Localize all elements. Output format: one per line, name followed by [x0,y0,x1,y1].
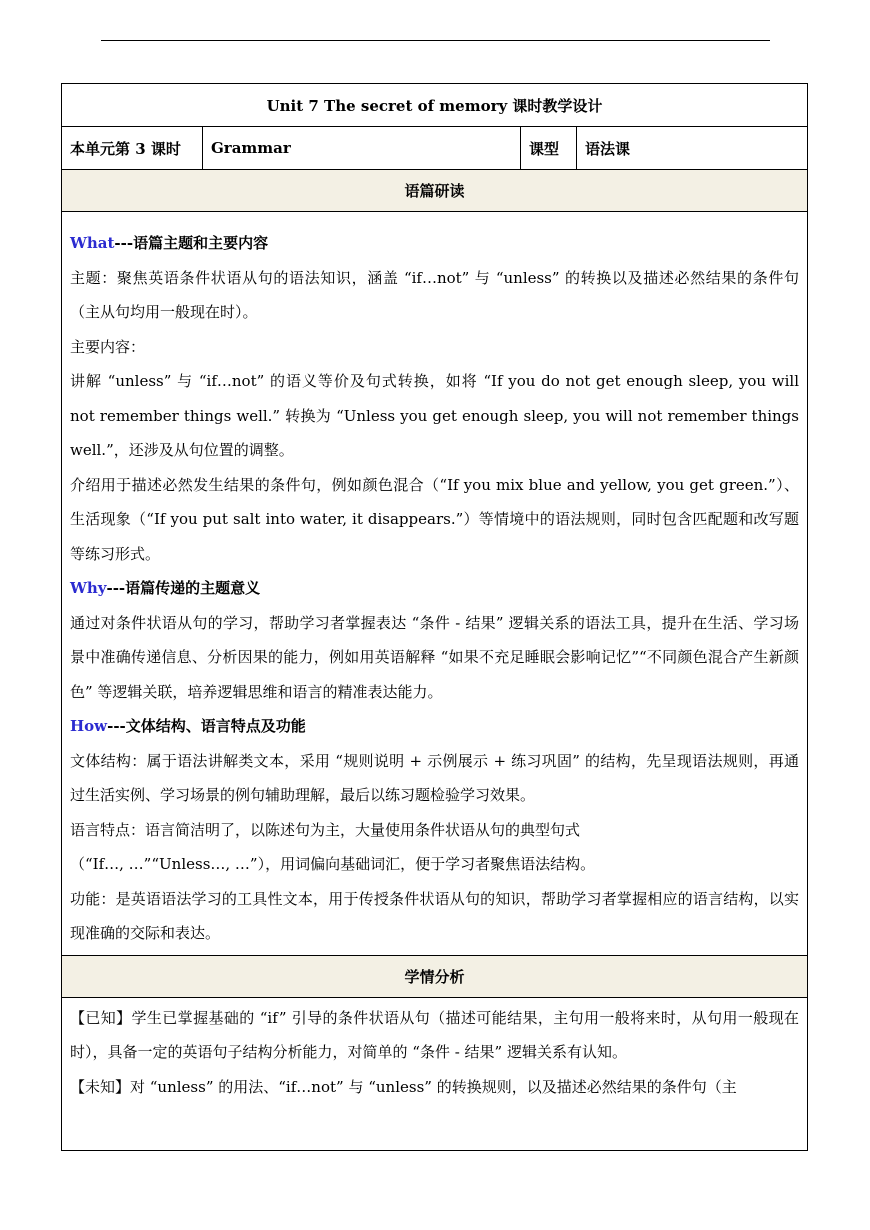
how-paragraph: 文体结构：属于语法讲解类文本，采用 “规则说明 + 示例展示 + 练习巩固” 的结构，先呈现语法规则，再通过生活实例、学习场景的例句辅助理解，最后以练习题检验学习效果。 [70,751,799,804]
section-title-reading: 语篇研读 [404,182,465,200]
header-rule [101,40,770,41]
what-paragraph: 介绍用于描述必然发生结果的条件句，例如颜色混合（“If you mix blue and yellow, you get green.”）、生活现象（“If you put salt into water, it disappears.”）等情境中的语法规则，同时包含匹配题和改写题等练习形式。 [70,475,799,563]
reading-content [62,212,807,955]
lesson-type-value: 语法课 [585,139,631,158]
reading-content-row [62,212,807,956]
how-heading [70,709,799,744]
why-paragraph: 通过对条件状语从句的学习，帮助学习者掌握表达 “条件 - 结果” 逻辑关系的语法工具，提升在生活、学习场景中准确传递信息、分析因果的能力，例如用英语解释 “如果不充足睡眠会影响记忆”“不同颜色混合产生新颜色” 等逻辑关联，培养逻辑思维和语言的精准表达能力。 [70,613,799,701]
why-label: Why [70,579,107,597]
what-heading [70,226,799,261]
what-label: What [70,234,115,252]
meta-row [62,127,807,170]
how-heading-text: ---文体结构、语言特点及功能 [107,717,306,735]
lesson-topic: Grammar [203,127,521,169]
how-paragraph: 语言特点：语言简洁明了，以陈述句为主，大量使用条件状语从句的典型句式 [70,820,581,839]
what-paragraph: 讲解 “unless” 与 “if…not” 的语义等价及句式转换，如将 “If you do not get enough sleep, you will not remember things well.” 转换为 “Unless you get enough sleep, you will not remember things well.”，还涉及从句位置的调整。 [70,372,799,459]
analysis-content-row [62,998,807,1150]
title-row [62,84,807,127]
document-title: Unit 7 The secret of memory 课时教学设计 [266,96,603,115]
what-paragraph: 主要内容： [70,337,146,356]
section-header-reading [62,170,807,212]
why-heading [70,571,799,606]
how-paragraph: 功能：是英语语法学习的工具性文本，用于传授条件状语从句的知识，帮助学习者掌握相应的语言结构，以实现准确的交际和表达。 [70,889,799,942]
what-heading-text: ---语篇主题和主要内容 [114,234,269,252]
how-label: How [70,717,108,735]
lesson-number: 本单元第 3 课时 [62,127,203,169]
lesson-plan-table [61,83,808,1151]
how-paragraph: （“If…, …”“Unless…, …”），用词偏向基础词汇，便于学习者聚焦语法结构。 [70,855,596,873]
section-title-analysis: 学情分析 [404,967,465,986]
what-paragraph: 主题：聚焦英语条件状语从句的语法知识，涵盖 “if…not” 与 “unless” 的转换以及描述必然结果的条件句（主从句均用一般现在时）。 [70,268,799,321]
lesson-type-label: 课型 [521,127,577,169]
unknown-paragraph: 【未知】对 “unless” 的用法、“if…not” 与 “unless” 的转换规则，以及描述必然结果的条件句（主 [70,1077,737,1096]
analysis-content [62,998,807,1150]
section-header-analysis [62,956,807,998]
known-paragraph: 【已知】学生已掌握基础的 “if” 引导的条件状语从句（描述可能结果，主句用一般将来时，从句用一般现在时），具备一定的英语句子结构分析能力，对简单的 “条件 - 结果” 逻辑关系有认知。 [70,1008,799,1061]
why-heading-text: ---语篇传递的主题意义 [106,579,261,597]
